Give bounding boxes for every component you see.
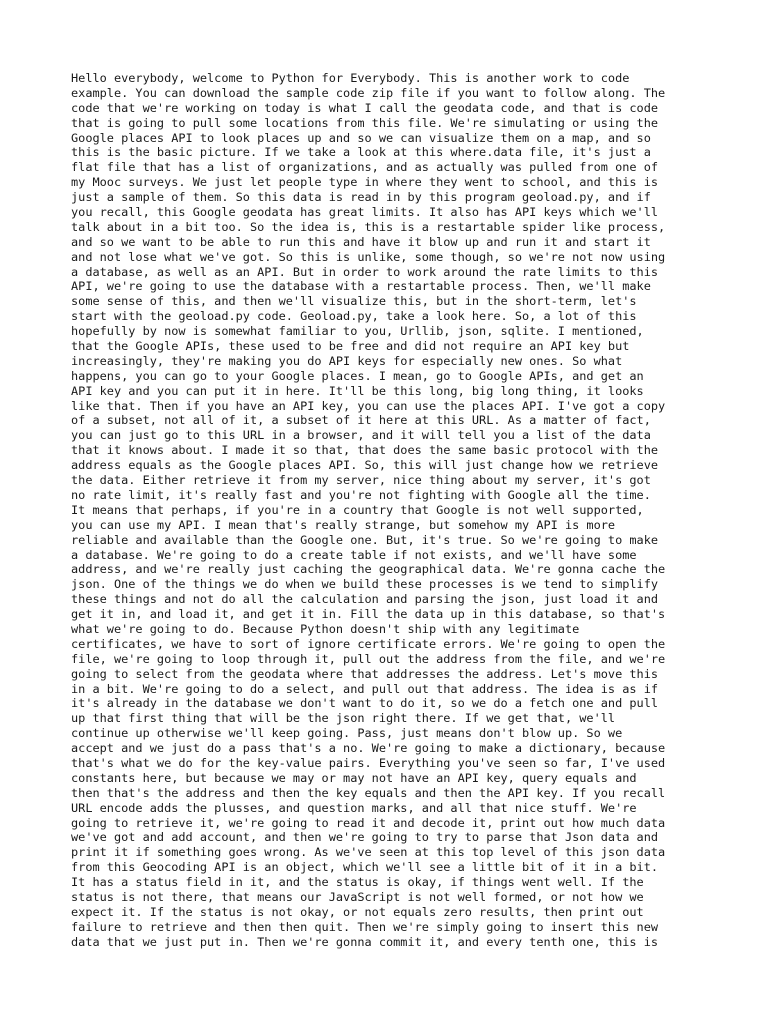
text-line: file, we're going to loop through it, pull out the address from the file, and we're: [71, 651, 666, 666]
text-line: failure to retrieve and then then quit. Then we're simply going to insert this new: [71, 919, 659, 934]
text-line: reliable and available than the Google one. But, it's true. So we're going to make: [71, 532, 659, 547]
text-line: that's what we do for the key-value pairs. Everything you've seen so far, I've used: [71, 755, 666, 770]
text-line: talk about in a bit too. So the idea is, this is a restartable spider like process,: [71, 219, 666, 234]
text-line: constants here, but because we may or may not have an API key, query equals and: [71, 770, 637, 785]
text-line: example. You can download the sample code zip file if you want to follow along. The: [71, 85, 666, 100]
text-line: from this Geocoding API is an object, which we'll see a little bit of it in a bit.: [71, 860, 659, 875]
text-line: that it knows about. I made it so that, that does the same basic protocol with the: [71, 443, 659, 458]
text-line: then that's the address and then the key equals and then the API key. If you recall: [71, 785, 666, 800]
text-line: that is going to pull some locations from this file. We're simulating or using the: [71, 115, 659, 130]
text-line: and not lose what we've got. So this is unlike, some though, so we're not now using: [71, 249, 666, 264]
text-line: start with the geoload.py code. Geoload.py, take a look here. So, a lot of this: [71, 309, 637, 324]
text-line: you recall, this Google geodata has great limits. It also has API keys which we'll: [71, 205, 659, 220]
text-line: some sense of this, and then we'll visualize this, but in the short-term, let's: [71, 294, 637, 309]
text-line: and so we want to be able to run this and have it blow up and run it and start it: [71, 234, 651, 249]
text-line: Google places API to look places up and so we can visualize them on a map, and so: [71, 130, 651, 145]
text-line: It means that perhaps, if you're in a country that Google is not well supported,: [71, 502, 644, 517]
text-line: going to retrieve it, we're going to read it and decode it, print out how much data: [71, 815, 666, 830]
text-line: URL encode adds the plusses, and question marks, and all that nice stuff. We're: [71, 800, 637, 815]
text-line: Hello everybody, welcome to Python for Everybody. This is another work to code: [71, 71, 630, 85]
text-line: code that we're working on today is what I call the geodata code, and that is code: [71, 100, 659, 115]
text-line: address equals as the Google places API. So, this will just change how we retrieve: [71, 458, 659, 473]
text-line: happens, you can go to your Google places. I mean, go to Google APIs, and get an: [71, 368, 644, 383]
text-line: you can use my API. I mean that's really strange, but somehow my API is more: [71, 517, 616, 532]
text-line: certificates, we have to sort of ignore certificate errors. We're going to open the: [71, 636, 666, 651]
text-line: like that. Then if you have an API key, you can use the places API. I've got a copy: [71, 398, 666, 413]
text-line: flat file that has a list of organizations, and as actually was pulled from one of: [71, 160, 659, 175]
text-line: a database, as well as an API. But in order to work around the rate limits to this: [71, 264, 659, 279]
text-line: what we're going to do. Because Python doesn't ship with any legitimate: [71, 621, 580, 636]
text-line: accept and we just do a pass that's a no. We're going to make a dictionary, because: [71, 741, 666, 756]
text-line: that the Google APIs, these used to be free and did not require an API key but: [71, 339, 630, 354]
text-line: data that we just put in. Then we're gonna commit it, and every tenth one, this is: [71, 934, 659, 949]
text-line: these things and not do all the calculation and parsing the json, just load it and: [71, 592, 659, 607]
text-line: get it in, and load it, and get it in. Fill the data up in this database, so that's: [71, 607, 666, 622]
text-line: the data. Either retrieve it from my server, nice thing about my server, it's got: [71, 473, 651, 488]
text-line: my Mooc surveys. We just let people type in where they went to school, and this is: [71, 175, 659, 190]
text-line: API, we're going to use the database with a restartable process. Then, we'll make: [71, 279, 651, 294]
text-line: in a bit. We're going to do a select, and pull out that address. The idea is as if: [71, 681, 659, 696]
text-line: status is not there, that means our JavaScript is not well formed, or not how we: [71, 889, 644, 904]
text-line: you can just go to this URL in a browser, and it will tell you a list of the data: [71, 428, 651, 443]
text-line: expect it. If the status is not okay, or not equals zero results, then print out: [71, 904, 644, 919]
text-line: this is the basic picture. If we take a look at this where.data file, it's just a: [71, 145, 651, 160]
text-line: address, and we're really just caching the geographical data. We're gonna cache the: [71, 562, 666, 577]
text-line: API key and you can put it in here. It'll be this long, big long thing, it looks: [71, 383, 644, 398]
text-line: going to select from the geodata where that addresses the address. Let's move this: [71, 666, 659, 681]
text-line: a database. We're going to do a create table if not exists, and we'll have some: [71, 547, 637, 562]
transcript-text: [71, 71, 711, 950]
text-line: json. One of the things we do when we build these processes is we tend to simplify: [71, 577, 659, 592]
text-line: it's already in the database we don't want to do it, so we do a fetch one and pull: [71, 696, 659, 711]
text-line: just a sample of them. So this data is read in by this program geoload.py, and if: [71, 190, 651, 205]
text-line: print it if something goes wrong. As we've seen at this top level of this json data: [71, 845, 666, 860]
text-line: It has a status field in it, and the status is okay, if things went well. If the: [71, 875, 644, 890]
text-line: of a subset, not all of it, a subset of it here at this URL. As a matter of fact,: [71, 413, 651, 428]
text-line: up that first thing that will be the json right there. If we get that, we'll: [71, 711, 616, 726]
text-line: increasingly, they're making you do API keys for especially new ones. So what: [71, 353, 623, 368]
text-line: no rate limit, it's really fast and you're not fighting with Google all the time.: [71, 487, 651, 502]
text-line: we've got and add account, and then we're going to try to parse that Json data and: [71, 830, 659, 845]
text-line: continue up otherwise we'll keep going. Pass, just means don't blow up. So we: [71, 726, 623, 741]
text-line: hopefully by now is somewhat familiar to you, Urllib, json, sqlite. I mentioned,: [71, 324, 644, 339]
